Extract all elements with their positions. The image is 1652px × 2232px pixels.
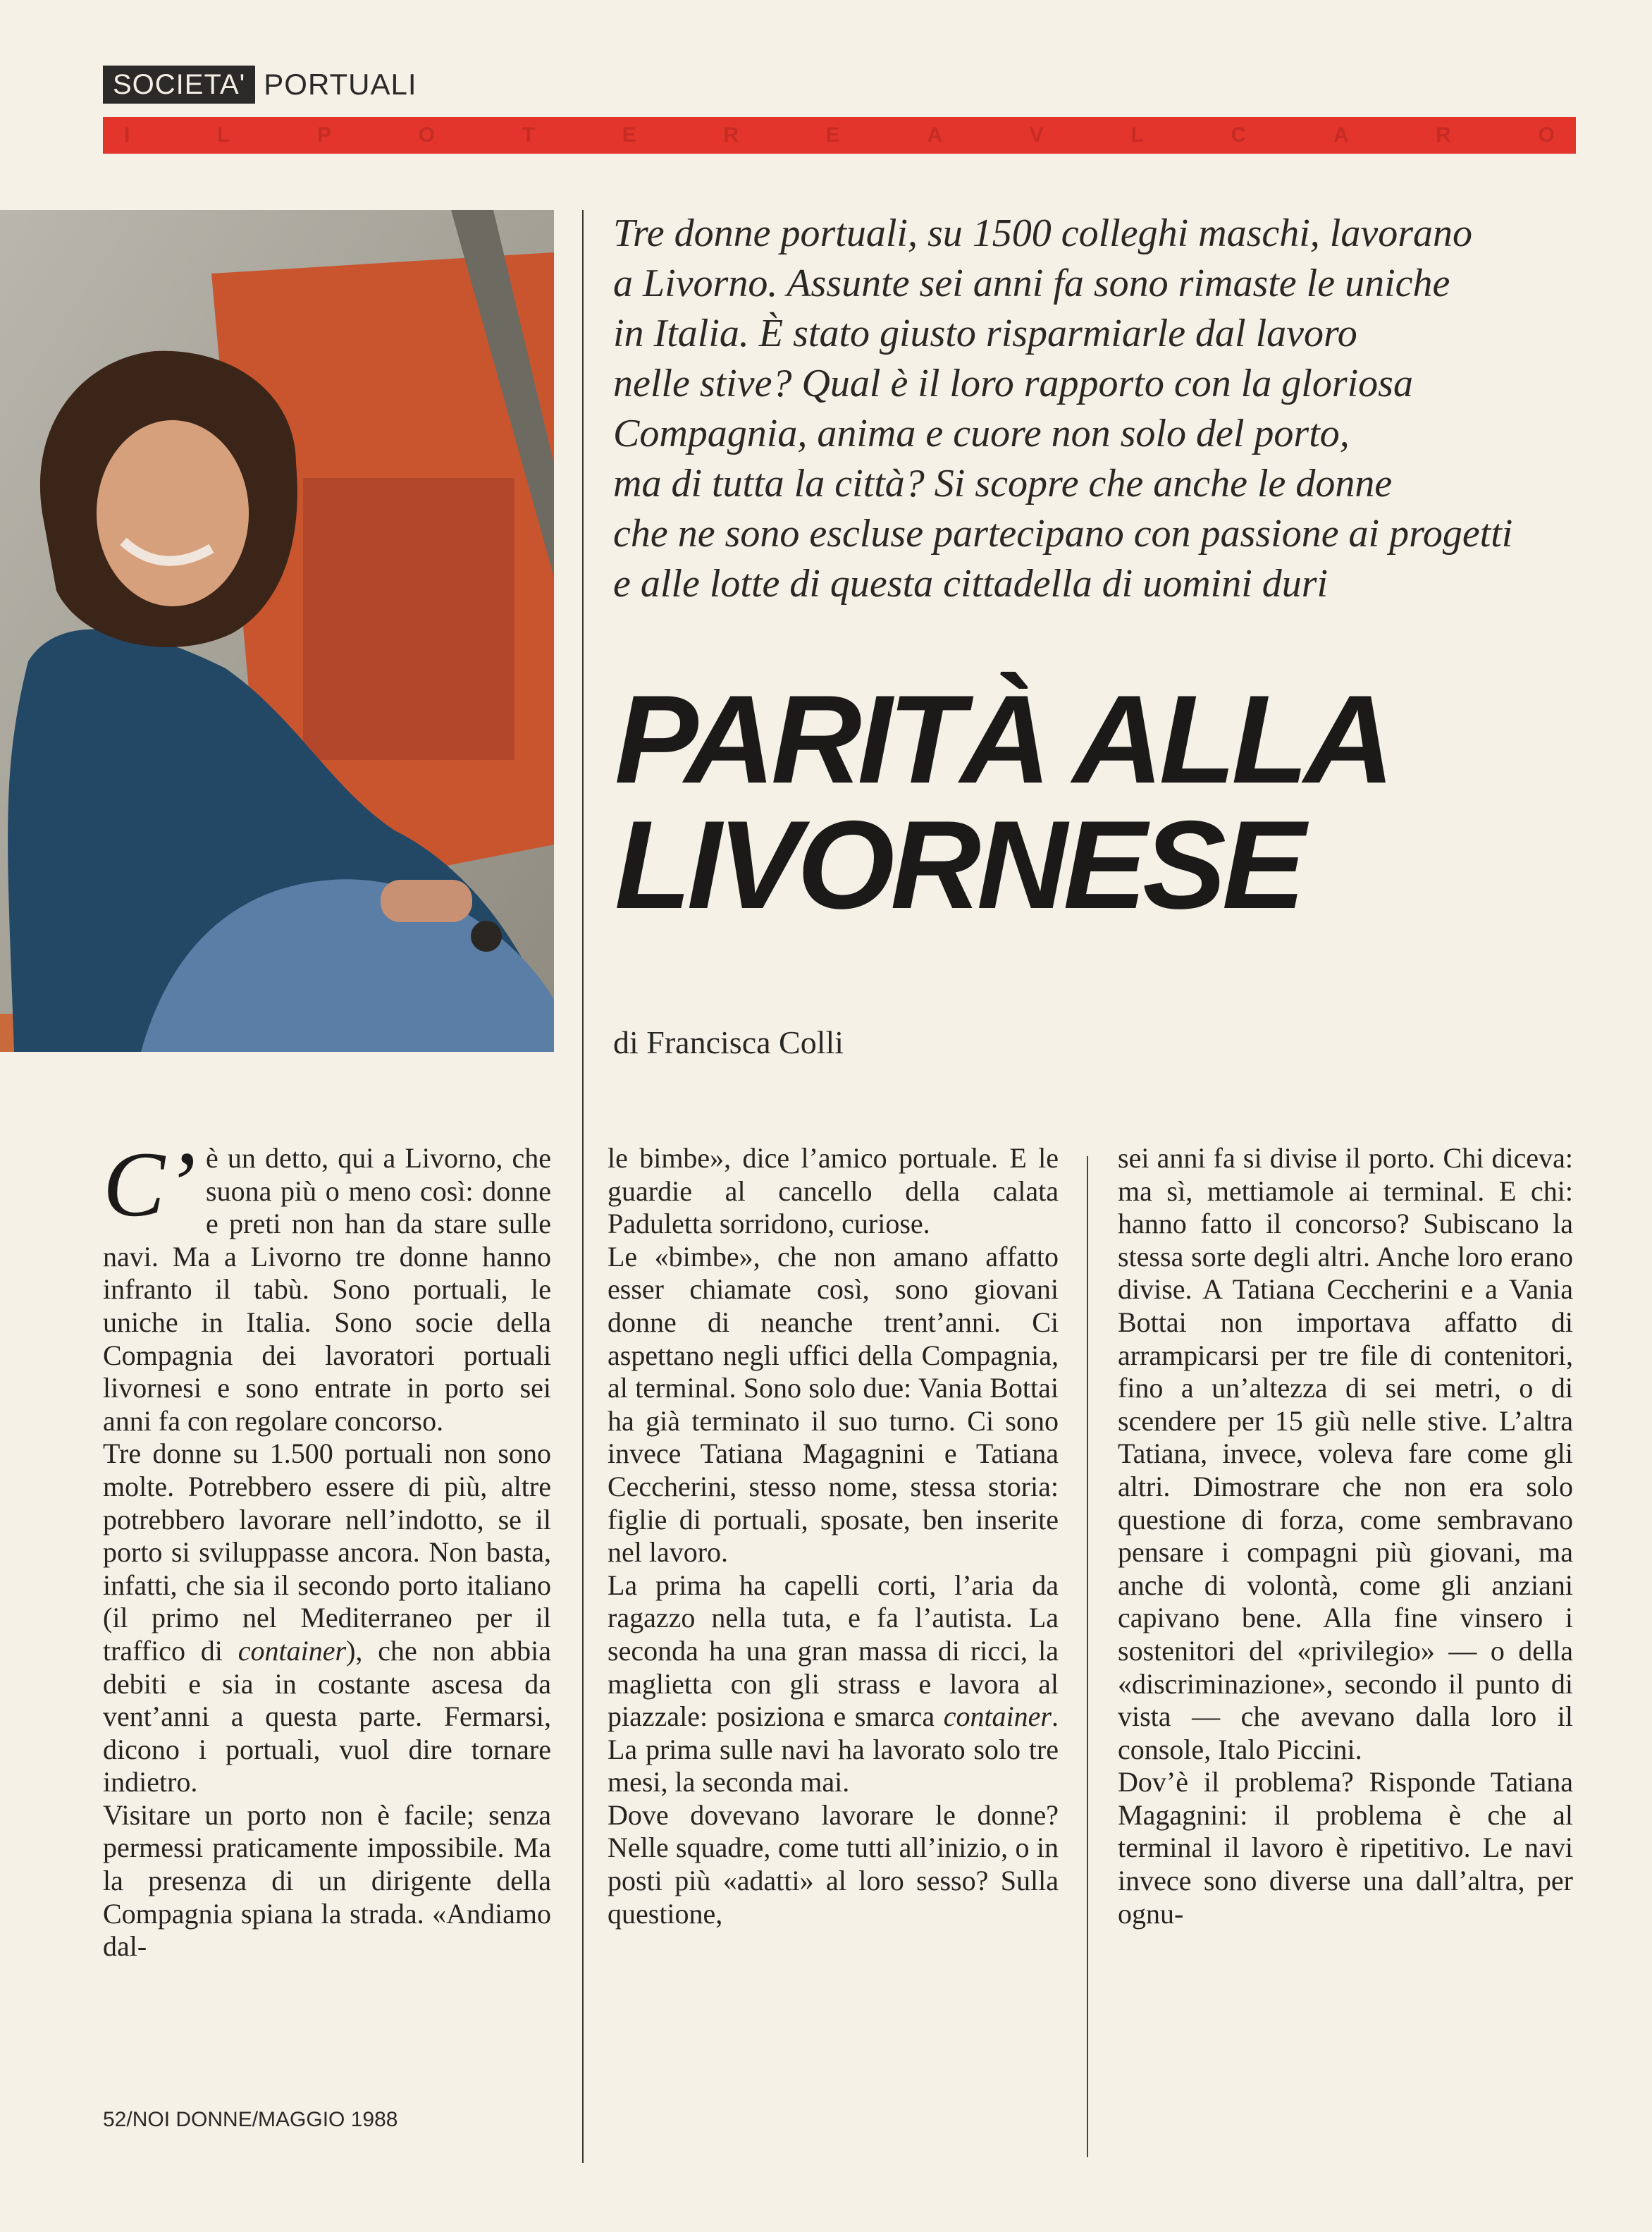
paragraph: Dov’è il problema? Risponde Tatiana Magagnini: il problema è che al terminal il lavoro è ripetitivo. Le navi invece sono diverse una dall’altra, per ognu- bbox=[1118, 1766, 1573, 1930]
column-divider bbox=[582, 210, 584, 2163]
byline: di Francisca Colli bbox=[613, 1024, 844, 1060]
intro-line: Compagnia, anima e cuore non solo del porto, bbox=[613, 412, 1350, 455]
band-letter: E bbox=[825, 123, 840, 147]
paragraph: Le «bimbe», che non amano affatto esser chiamate così, sono giovani donne di neanche trent’anni. Ci aspettano negli uffici della Compagnia, al terminal. Sono solo due: Vania Bottai ha già terminato il suo turno. Ci sono invece Tatiana Magagnini e Tatiana Ceccherini, stesso nome, stessa storia: figlie di portuali, sposate, ben inserite nel lavoro. bbox=[608, 1240, 1059, 1569]
intro-line: e alle lotte di questa cittadella di uomini duri bbox=[613, 562, 1329, 606]
paragraph: C’ è un detto, qui a Livorno, che suona più o meno così: donne e preti non han da stare sulle navi. Ma a Livorno tre donne hanno infranto il tabù. Sono portuali, le uniche in Italia. Sono socie della Compagnia dei lavoratori portuali livornesi e sono entrate in porto sei anni fa con regolare concorso. bbox=[103, 1132, 551, 1437]
paragraph: le bimbe», dice l’amico portuale. E le guardie al cancello della calata Paduletta sorridono, curiose. bbox=[608, 1142, 1059, 1240]
headline-line-2: LIVORNESE bbox=[615, 795, 1302, 935]
red-decorative-band bbox=[103, 117, 1576, 154]
intro-line: nelle stive? Qual è il loro rapporto con la gloriosa bbox=[613, 362, 1413, 405]
band-letter: I bbox=[124, 123, 130, 147]
band-letter: P bbox=[317, 123, 332, 147]
page-footer: 52/NOI DONNE/MAGGIO 1988 bbox=[103, 2108, 398, 2131]
paragraph: La prima ha capelli corti, l’aria da ragazzo nella tuta, e fa l’autista. La seconda ha una gran massa di ricci, la maglietta con gli strass e lavora al piazzale: posiziona e smarca container. La prima sulle navi ha lavorato solo tre mesi, la seconda mai. bbox=[608, 1569, 1059, 1798]
paragraph: Visitare un porto non è facile; senza permessi praticamente impossibile. Ma la presenza di un dirigente della Compagnia spiana la strada. «Andiamo dal- bbox=[103, 1798, 551, 1963]
portrait-photo bbox=[0, 210, 554, 1052]
band-letter: A bbox=[1333, 123, 1349, 147]
band-letter: E bbox=[622, 123, 636, 147]
article-headline bbox=[615, 669, 1573, 935]
drop-cap: C’ bbox=[103, 1132, 196, 1236]
section-label: PORTUALI bbox=[264, 68, 417, 101]
band-letter: O bbox=[1538, 123, 1555, 147]
intro-line: che ne sono escluse partecipano con passione ai progetti bbox=[613, 512, 1513, 556]
band-letter: C bbox=[1231, 123, 1247, 147]
intro-standfirst bbox=[613, 209, 1558, 609]
intro-line: Tre donne portuali, su 1500 colleghi maschi, lavorano bbox=[613, 211, 1472, 255]
paragraph: Dove dovevano lavorare le donne? Nelle squadre, come tutti all’inizio, o in posti più «adatti» al loro sesso? Sulla questione, bbox=[608, 1798, 1059, 1930]
intro-line: ma di tutta la città? Si scopre che anche le donne bbox=[613, 462, 1393, 505]
section-tag bbox=[103, 65, 417, 104]
section-label-box: SOCIETA' bbox=[103, 66, 255, 104]
band-letter: R bbox=[1436, 123, 1451, 147]
body-column-1 bbox=[103, 1132, 551, 1963]
band-letter: L bbox=[1130, 123, 1144, 147]
column-divider bbox=[1087, 1156, 1088, 2157]
band-letter: R bbox=[723, 123, 739, 147]
paragraph: Tre donne su 1.500 portuali non sono molte. Potrebbero essere di più, altre potrebbero lavorare nell’indotto, se il porto si sviluppasse ancora. Non basta, infatti, che sia il secondo porto italiano (il primo nel Mediterraneo per il traffico di container), che non abbia debiti e sia in costante ascesa da vent’anni a questa parte. Fermarsi, dicono i portuali, vuol dire tornare indietro. bbox=[103, 1437, 551, 1798]
band-letter: T bbox=[522, 123, 536, 147]
band-letter: V bbox=[1029, 123, 1044, 147]
intro-line: a Livorno. Assunte sei anni fa sono rimaste le uniche bbox=[613, 262, 1450, 305]
paragraph: sei anni fa si divise il porto. Chi diceva: ma sì, mettiamole ai terminal. E chi: hanno fatto il concorso? Subiscano la stessa sorte degli altri. Anche loro erano divise. A Tatiana Ceccherini e a Vania Bottai non importava affatto di arrampicarsi per tre file di contenitori, fino a un’altezza di sei metri, o di scendere per 15 giù nelle stive. L’altra Tatiana, invece, voleva fare come gli altri. Dimostrare che non era solo questione di forza, come sembravano pensare i compagni più giovani, ma anche di volontà, come gli anziani capivano bene. Alla fine vinsero i sostenitori del «privilegio» — o della «discriminazione», secondo il punto di vista — che avevano dalla loro il console, Italo Piccini. bbox=[1118, 1142, 1573, 1765]
band-letter: A bbox=[927, 123, 943, 147]
band-letter: O bbox=[418, 123, 436, 147]
body-column-3 bbox=[1118, 1142, 1573, 1930]
band-letter: L bbox=[217, 123, 230, 147]
headline-line-1: PARITÀ ALLA bbox=[615, 669, 1391, 809]
intro-line: in Italia. È stato giusto risparmiarle dal lavoro bbox=[613, 312, 1357, 355]
body-column-2 bbox=[608, 1142, 1059, 1930]
